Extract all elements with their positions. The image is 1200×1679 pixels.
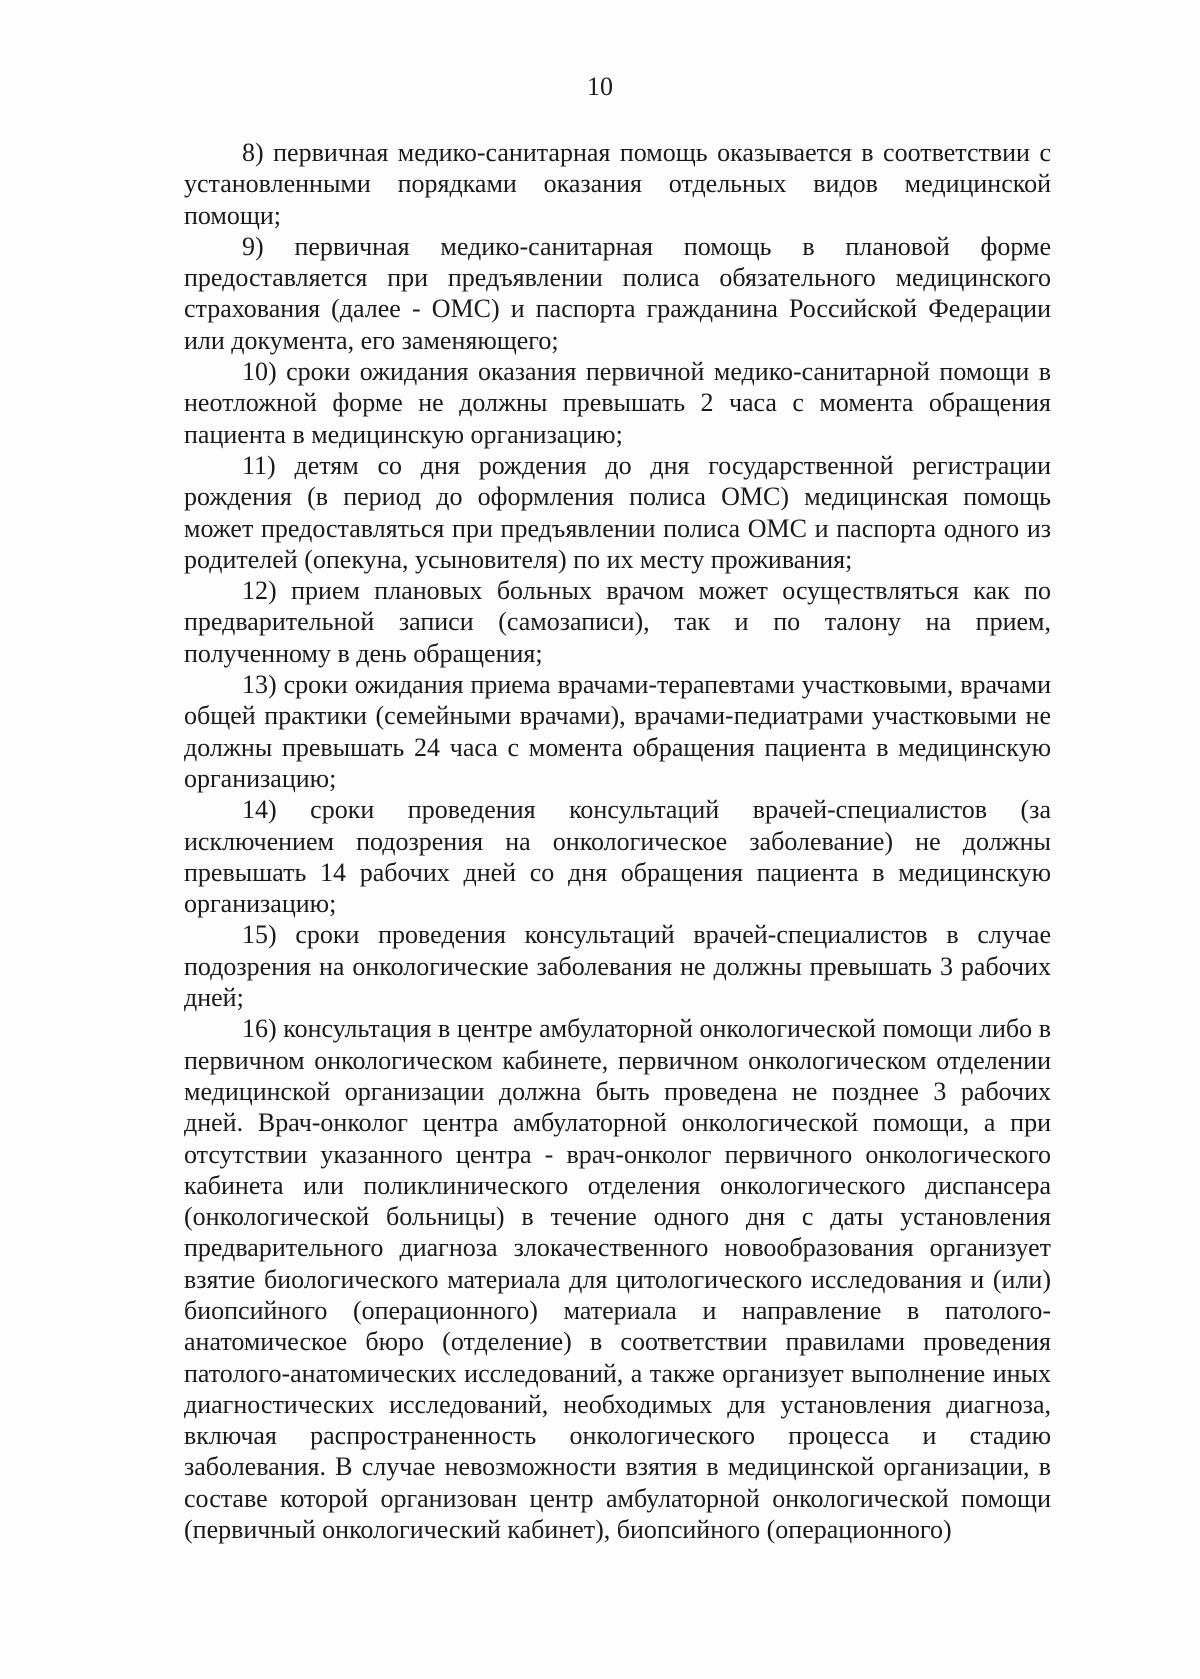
paragraph-item-16: 16) консультация в центре амбулаторной онкологической помощи либо в первичном онкологическом кабинете, первичном онкологическом отделении медицинской организации должна быть проведена не позднее 3 рабочих дней. Врач-онколог центра амбулаторной онкологической помощи, а при отсутствии указанного центра - врач-онколог первичного онкологического кабинета или поликлинического отделения онкологического диспансера (онкологической больницы) в течение одного дня с даты установления предварительного диагноза злокачественного новообразования организует взятие биологического материала для цитологического исследования и (или) биопсийного (операционного) материала и направление в патолого-анатомическое бюро (отделение) в соответствии правилами проведения патолого-анатомических исследований, а также организует выполнение иных диагностических исследований, необходимых для установления диагноза, включая распространенность онкологического процесса и стадию заболевания. В случае невозможности взятия в медицинской организации, в составе которой организован центр амбулаторной онкологической помощи (первичный онкологический кабинет), биопсийного (операционного) (184, 1014, 1051, 1545)
paragraph-item-12: 12) прием плановых больных врачом может осуществляться как по предварительной записи (самозаписи), так и по талону на прием, полученному в день обращения; (184, 576, 1051, 668)
document-body (184, 137, 1051, 1545)
paragraph-item-8: 8) первичная медико-санитарная помощь оказывается в соответствии с установленными порядками оказания отдельных видов медицинской помощи; (184, 138, 1051, 230)
paragraph-item-14: 14) сроки проведения консультаций врачей-специалистов (за исключением подозрения на онкологическое заболевание) не должны превышать 14 рабочих дней со дня обращения пациента в медицинскую организацию; (184, 795, 1051, 919)
paragraph-item-10: 10) сроки ожидания оказания первичной медико-санитарной помощи в неотложной форме не должны превышать 2 часа с момента обращения пациента в медицинскую организацию; (184, 357, 1051, 449)
page-number: 10 (587, 72, 613, 101)
paragraph-item-15: 15) сроки проведения консультаций врачей-специалистов в случае подозрения на онкологические заболевания не должны превышать 3 рабочих дней; (184, 920, 1051, 1013)
paragraph-item-13: 13) сроки ожидания приема врачами-терапевтами участковыми, врачами общей практики (семейными врачами), врачами-педиатрами участковыми не должны превышать 24 часа с момента обращения пациента в медицинскую организацию; (184, 670, 1051, 793)
paragraph-item-11: 11) детям со дня рождения до дня государственной регистрации рождения (в период до оформления полиса ОМС) медицинская помощь может предоставляться при предъявлении полиса ОМС и паспорта одного из родителей (опекуна, усыновителя) по их месту проживания; (184, 450, 1051, 574)
paragraph-item-9: 9) первичная медико-санитарная помощь в плановой форме предоставляется при предъявлении полиса обязательного медицинского страхования (далее - ОМС) и паспорта гражданина Российской Федерации или документа, его заменяющего; (184, 231, 1051, 355)
